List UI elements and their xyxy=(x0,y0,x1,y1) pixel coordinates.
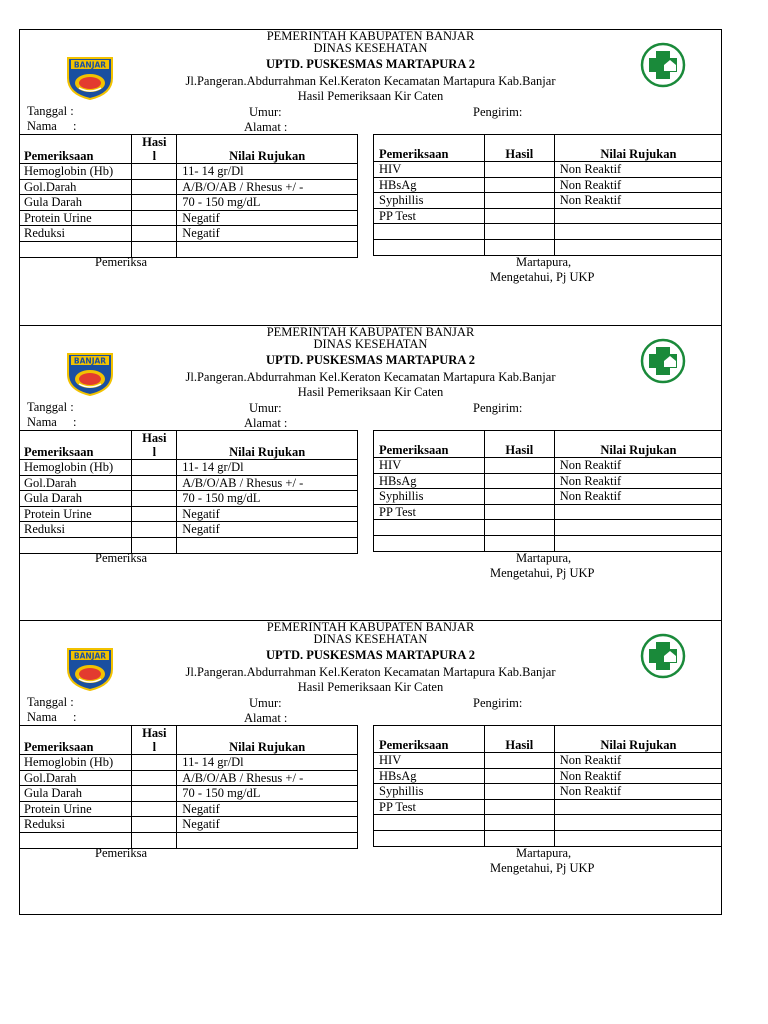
table-cell: Negatif xyxy=(177,506,358,522)
table-row xyxy=(19,537,358,553)
table-row xyxy=(374,193,723,209)
table-header-cell: Pemeriksaan xyxy=(19,726,132,755)
table-header-cell: Nilai Rujukan xyxy=(554,431,722,458)
table-cell: Negatif xyxy=(177,801,358,817)
result-cell[interactable] xyxy=(484,177,554,193)
table-row xyxy=(19,195,358,211)
table-header-row xyxy=(19,726,358,755)
table-cell: A/B/O/AB / Rhesus +/ - xyxy=(177,770,358,786)
table-row xyxy=(19,506,358,522)
lab-results-table-left xyxy=(19,134,358,258)
table-row xyxy=(374,458,723,474)
table-cell xyxy=(374,224,485,240)
table-header-row xyxy=(374,726,723,753)
result-cell[interactable] xyxy=(484,224,554,240)
table-cell: Gol.Darah xyxy=(19,475,132,491)
table-cell: Non Reaktif xyxy=(554,162,722,178)
field-pengirim-label: Pengirim: xyxy=(473,401,523,415)
table-cell: Syphillis xyxy=(374,489,485,505)
field-umur-label: Umur: xyxy=(249,401,282,415)
table-header-cell: Hasil xyxy=(484,431,554,458)
field-alamat-label: Alamat : xyxy=(244,711,288,725)
result-cell[interactable] xyxy=(484,458,554,474)
table-cell: Protein Urine xyxy=(19,801,132,817)
table-header-cell: Hasil xyxy=(484,726,554,753)
table-row xyxy=(19,179,358,195)
result-cell[interactable] xyxy=(484,193,554,209)
table-header-row xyxy=(374,431,723,458)
form-title: Hasil Pemeriksaan Kir Caten xyxy=(297,89,444,103)
table-row xyxy=(374,504,723,520)
table-cell: 70 - 150 mg/dL xyxy=(177,491,358,507)
field-alamat-label: Alamat : xyxy=(244,120,288,134)
header-puskesmas: UPTD. PUSKESMAS MARTAPURA 2 xyxy=(265,353,476,367)
table-cell: PP Test xyxy=(374,504,485,520)
lab-results-table-left xyxy=(19,725,358,849)
table-cell xyxy=(177,832,358,848)
header-address: Jl.Pangeran.Abdurrahman Kel.Keraton Kecamatan Martapura Kab.Banjar xyxy=(185,370,556,384)
result-cell[interactable] xyxy=(132,164,177,180)
table-cell: Negatif xyxy=(177,817,358,833)
table-header-cell: Nilai Rujukan xyxy=(554,135,722,162)
result-cell[interactable] xyxy=(484,768,554,784)
signature-pemeriksa: Pemeriksa xyxy=(95,846,148,860)
table-cell xyxy=(374,239,485,255)
field-nama-colon: : xyxy=(73,119,77,133)
table-cell xyxy=(554,830,722,846)
table-cell: HIV xyxy=(374,753,485,769)
field-alamat-label: Alamat : xyxy=(244,416,288,430)
table-cell xyxy=(374,535,485,551)
lab-results-table-right xyxy=(373,725,722,847)
table-header-cell: Pemeriksaan xyxy=(19,431,132,460)
header-government: PEMERINTAH KABUPATEN BANJAR xyxy=(266,29,475,43)
header-puskesmas: UPTD. PUSKESMAS MARTAPURA 2 xyxy=(265,57,476,71)
table-header-cell: Hasil xyxy=(484,135,554,162)
signature-pemeriksa: Pemeriksa xyxy=(95,255,148,269)
form-title: Hasil Pemeriksaan Kir Caten xyxy=(297,385,444,399)
table-row xyxy=(374,753,723,769)
table-header-cell: Nilai Rujukan xyxy=(177,431,358,460)
table-cell: 11- 14 gr/Dl xyxy=(177,755,358,771)
result-cell[interactable] xyxy=(132,770,177,786)
table-cell: 11- 14 gr/Dl xyxy=(177,164,358,180)
signature-place: Martapura, xyxy=(516,846,572,860)
table-header-cell: Pemeriksaan xyxy=(374,431,485,458)
field-nama-label: Nama xyxy=(27,119,57,133)
table-cell: HIV xyxy=(374,162,485,178)
table-header-row xyxy=(19,135,358,164)
table-row xyxy=(374,535,723,551)
table-cell xyxy=(374,520,485,536)
field-nama-label: Nama xyxy=(27,710,57,724)
field-nama-colon: : xyxy=(73,710,77,724)
header-address: Jl.Pangeran.Abdurrahman Kel.Keraton Kecamatan Martapura Kab.Banjar xyxy=(185,665,556,679)
table-row xyxy=(19,460,358,476)
table-cell xyxy=(554,239,722,255)
table-row xyxy=(374,815,723,831)
table-header-cell: Pemeriksaan xyxy=(374,135,485,162)
table-row xyxy=(374,489,723,505)
field-tanggal-label: Tanggal : xyxy=(27,400,74,414)
kir-caten-form-2 xyxy=(19,325,722,621)
table-cell: Non Reaktif xyxy=(554,177,722,193)
result-cell[interactable] xyxy=(484,239,554,255)
result-cell[interactable] xyxy=(484,784,554,800)
result-cell[interactable] xyxy=(132,195,177,211)
kir-caten-form-3 xyxy=(19,620,722,916)
table-header-cell: Hasi l xyxy=(132,431,177,460)
field-pengirim-label: Pengirim: xyxy=(473,696,523,710)
table-cell xyxy=(554,535,722,551)
table-cell: Protein Urine xyxy=(19,506,132,522)
result-cell[interactable] xyxy=(484,489,554,505)
field-nama-colon: : xyxy=(73,415,77,429)
logo-text: BANJAR xyxy=(73,60,107,70)
table-row xyxy=(19,817,358,833)
field-umur-label: Umur: xyxy=(249,105,282,119)
result-cell[interactable] xyxy=(132,475,177,491)
table-cell: 11- 14 gr/Dl xyxy=(177,460,358,476)
field-nama-label: Nama xyxy=(27,415,57,429)
table-cell xyxy=(554,815,722,831)
table-header-cell: Nilai Rujukan xyxy=(554,726,722,753)
table-row xyxy=(374,520,723,536)
table-cell xyxy=(554,799,722,815)
table-row xyxy=(19,832,358,848)
table-row xyxy=(374,473,723,489)
result-cell[interactable] xyxy=(132,226,177,242)
table-cell: Non Reaktif xyxy=(554,784,722,800)
header-government: PEMERINTAH KABUPATEN BANJAR xyxy=(266,620,475,634)
result-cell[interactable] xyxy=(484,208,554,224)
result-cell[interactable] xyxy=(484,520,554,536)
table-row xyxy=(19,210,358,226)
table-cell: Non Reaktif xyxy=(554,458,722,474)
table-cell: Hemoglobin (Hb) xyxy=(19,755,132,771)
table-header-cell: Hasi l xyxy=(132,726,177,755)
table-header-cell: Pemeriksaan xyxy=(374,726,485,753)
header-department: DINAS KESEHATAN xyxy=(313,632,428,646)
table-row xyxy=(19,770,358,786)
result-cell[interactable] xyxy=(132,491,177,507)
result-cell[interactable] xyxy=(484,815,554,831)
table-cell xyxy=(554,208,722,224)
table-cell: Non Reaktif xyxy=(554,473,722,489)
table-cell: A/B/O/AB / Rhesus +/ - xyxy=(177,475,358,491)
table-cell: HBsAg xyxy=(374,473,485,489)
table-header-cell: Nilai Rujukan xyxy=(177,135,358,164)
table-cell: HBsAg xyxy=(374,177,485,193)
table-row xyxy=(374,799,723,815)
result-cell[interactable] xyxy=(132,179,177,195)
result-cell[interactable] xyxy=(484,753,554,769)
result-cell[interactable] xyxy=(132,210,177,226)
lab-results-table-left xyxy=(19,430,358,554)
result-cell[interactable] xyxy=(132,817,177,833)
signature-place: Martapura, xyxy=(516,551,572,565)
table-header-cell: Pemeriksaan xyxy=(19,135,132,164)
result-cell[interactable] xyxy=(484,535,554,551)
table-cell: Non Reaktif xyxy=(554,193,722,209)
table-row xyxy=(374,162,723,178)
table-cell xyxy=(554,520,722,536)
table-row xyxy=(374,239,723,255)
table-cell: Gula Darah xyxy=(19,195,132,211)
table-cell: Non Reaktif xyxy=(554,753,722,769)
header-department: DINAS KESEHATAN xyxy=(313,337,428,351)
table-row xyxy=(19,164,358,180)
logo-text: BANJAR xyxy=(73,651,107,661)
result-cell[interactable] xyxy=(484,830,554,846)
table-row xyxy=(19,475,358,491)
table-row xyxy=(374,830,723,846)
signature-pemeriksa: Pemeriksa xyxy=(95,551,148,565)
header-government: PEMERINTAH KABUPATEN BANJAR xyxy=(266,325,475,339)
table-row xyxy=(374,177,723,193)
result-cell[interactable] xyxy=(132,786,177,802)
table-cell xyxy=(374,830,485,846)
table-header-cell: Hasi l xyxy=(132,135,177,164)
table-header-row xyxy=(374,135,723,162)
table-cell: Reduksi xyxy=(19,522,132,538)
table-cell: Non Reaktif xyxy=(554,489,722,505)
table-cell: Gol.Darah xyxy=(19,770,132,786)
table-cell: Hemoglobin (Hb) xyxy=(19,460,132,476)
table-cell: 70 - 150 mg/dL xyxy=(177,786,358,802)
table-cell xyxy=(374,815,485,831)
table-cell: PP Test xyxy=(374,799,485,815)
header-department: DINAS KESEHATAN xyxy=(313,41,428,55)
table-cell: Syphillis xyxy=(374,784,485,800)
logo-text: BANJAR xyxy=(73,356,107,366)
result-cell[interactable] xyxy=(132,755,177,771)
result-cell[interactable] xyxy=(484,504,554,520)
table-row xyxy=(374,224,723,240)
table-row xyxy=(19,522,358,538)
table-cell: Reduksi xyxy=(19,817,132,833)
table-cell: Syphillis xyxy=(374,193,485,209)
kir-caten-form-1 xyxy=(19,29,722,325)
result-cell[interactable] xyxy=(132,522,177,538)
field-pengirim-label: Pengirim: xyxy=(473,105,523,119)
field-tanggal-label: Tanggal : xyxy=(27,695,74,709)
result-cell[interactable] xyxy=(484,799,554,815)
table-cell: Non Reaktif xyxy=(554,768,722,784)
table-cell: Negatif xyxy=(177,226,358,242)
field-tanggal-label: Tanggal : xyxy=(27,104,74,118)
table-cell: HIV xyxy=(374,458,485,474)
table-cell: Gula Darah xyxy=(19,786,132,802)
table-header-cell: Nilai Rujukan xyxy=(177,726,358,755)
table-cell: Reduksi xyxy=(19,226,132,242)
table-cell: Protein Urine xyxy=(19,210,132,226)
result-cell[interactable] xyxy=(132,801,177,817)
field-umur-label: Umur: xyxy=(249,696,282,710)
table-cell: PP Test xyxy=(374,208,485,224)
signature-place: Martapura, xyxy=(516,255,572,269)
header-address: Jl.Pangeran.Abdurrahman Kel.Keraton Kecamatan Martapura Kab.Banjar xyxy=(185,74,556,88)
table-cell xyxy=(177,241,358,257)
table-cell: Gol.Darah xyxy=(19,179,132,195)
lab-results-table-right xyxy=(373,430,722,552)
result-cell[interactable] xyxy=(484,162,554,178)
table-cell xyxy=(554,224,722,240)
table-row xyxy=(19,755,358,771)
table-cell: 70 - 150 mg/dL xyxy=(177,195,358,211)
result-cell[interactable] xyxy=(132,506,177,522)
table-row xyxy=(19,226,358,242)
table-row xyxy=(19,241,358,257)
table-row xyxy=(374,768,723,784)
form-title: Hasil Pemeriksaan Kir Caten xyxy=(297,680,444,694)
header-puskesmas: UPTD. PUSKESMAS MARTAPURA 2 xyxy=(265,648,476,662)
table-cell: HBsAg xyxy=(374,768,485,784)
table-cell: Negatif xyxy=(177,522,358,538)
signature-mengetahui: Mengetahui, Pj UKP xyxy=(490,861,595,875)
signature-mengetahui: Mengetahui, Pj UKP xyxy=(490,566,595,580)
signature-mengetahui: Mengetahui, Pj UKP xyxy=(490,270,595,284)
table-row xyxy=(19,801,358,817)
table-cell xyxy=(177,537,358,553)
table-header-row xyxy=(19,431,358,460)
table-cell xyxy=(554,504,722,520)
table-cell: Gula Darah xyxy=(19,491,132,507)
result-cell[interactable] xyxy=(484,473,554,489)
table-row xyxy=(19,491,358,507)
table-cell: Hemoglobin (Hb) xyxy=(19,164,132,180)
table-row xyxy=(374,208,723,224)
table-cell: Negatif xyxy=(177,210,358,226)
table-row xyxy=(374,784,723,800)
table-row xyxy=(19,786,358,802)
lab-results-table-right xyxy=(373,134,722,256)
table-cell: A/B/O/AB / Rhesus +/ - xyxy=(177,179,358,195)
result-cell[interactable] xyxy=(132,460,177,476)
